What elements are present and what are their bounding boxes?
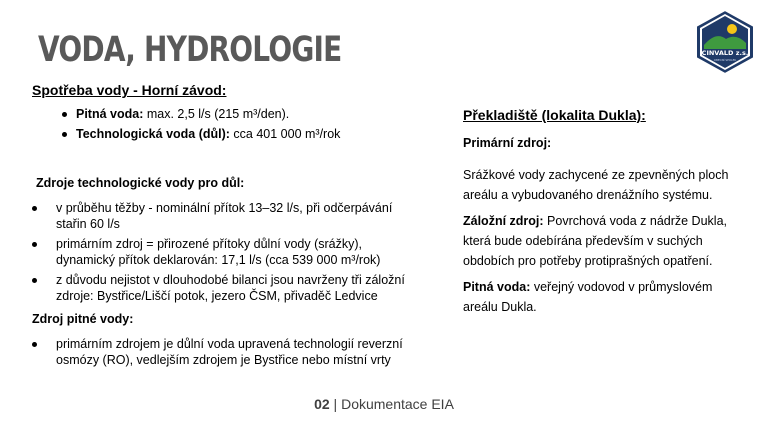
cinvald-logo: [692, 9, 758, 75]
consumption-heading: Spotřeba vody - Horní závod:: [32, 82, 227, 98]
list-item: v průběhu těžby - nominální přítok 13–32 l/s, při odčerpávání stařin 60 l/s: [32, 200, 452, 232]
sources-list: [32, 200, 452, 304]
drinking-source: Pitná voda: veřejný vodovod v průmyslovém areálu Dukla.: [463, 280, 713, 314]
drinking-list: [32, 336, 452, 368]
list-item: primárním zdrojem je důlní voda upravená technologií reverzní osmózy (RO), vedlejším zdrojem je Bystřice nebo místní vrty: [32, 336, 452, 368]
right-column: [463, 105, 763, 317]
footer-separator: |: [329, 396, 342, 412]
primary-source-label: Primární zdroj:: [463, 136, 552, 150]
transshipment-heading: Překladiště (lokalita Dukla):: [463, 107, 646, 123]
primary-source-text: Srážkové vody zachycené ze zpevněných ploch areálu a vybudovaného drenážního systému.: [463, 168, 729, 202]
sources-heading: Zdroje technologické vody pro důl:: [36, 176, 245, 190]
logo-tagline: OBECNÍ SPOLEK: [713, 58, 737, 62]
page-title: VODA, HYDROLOGIE: [38, 30, 342, 70]
footer: [0, 396, 768, 412]
page-number: 02: [314, 396, 330, 412]
list-item: primárním zdroj = přirozené přítoky důlní vody (srážky), dynamický přítok deklarován: 17,1 l/s (cca 539 000 m³/rok): [32, 236, 452, 268]
left-column: [32, 82, 452, 368]
consumption-list: [32, 104, 452, 144]
footer-text: Dokumentace EIA: [341, 396, 454, 412]
backup-source: Záložní zdroj: Povrchová voda z nádrže Dukla, která bude odebírána především v suchých obdobích pro potřeby protiprašných opatření.: [463, 214, 727, 268]
logo-name: CINVALD z.s.: [701, 49, 749, 57]
list-item: Pitná voda: max. 2,5 l/s (215 m³/den).: [62, 104, 452, 124]
list-item: z důvodu nejistot v dlouhodobé bilanci jsou navrženy tři záložní zdroje: Bystřice/Liščí potok, jezero ČSM, přivaděč Ledvice: [32, 272, 452, 304]
drinking-heading: Zdroj pitné vody:: [32, 312, 134, 326]
list-item: Technologická voda (důl): cca 401 000 m³/rok: [62, 124, 452, 144]
